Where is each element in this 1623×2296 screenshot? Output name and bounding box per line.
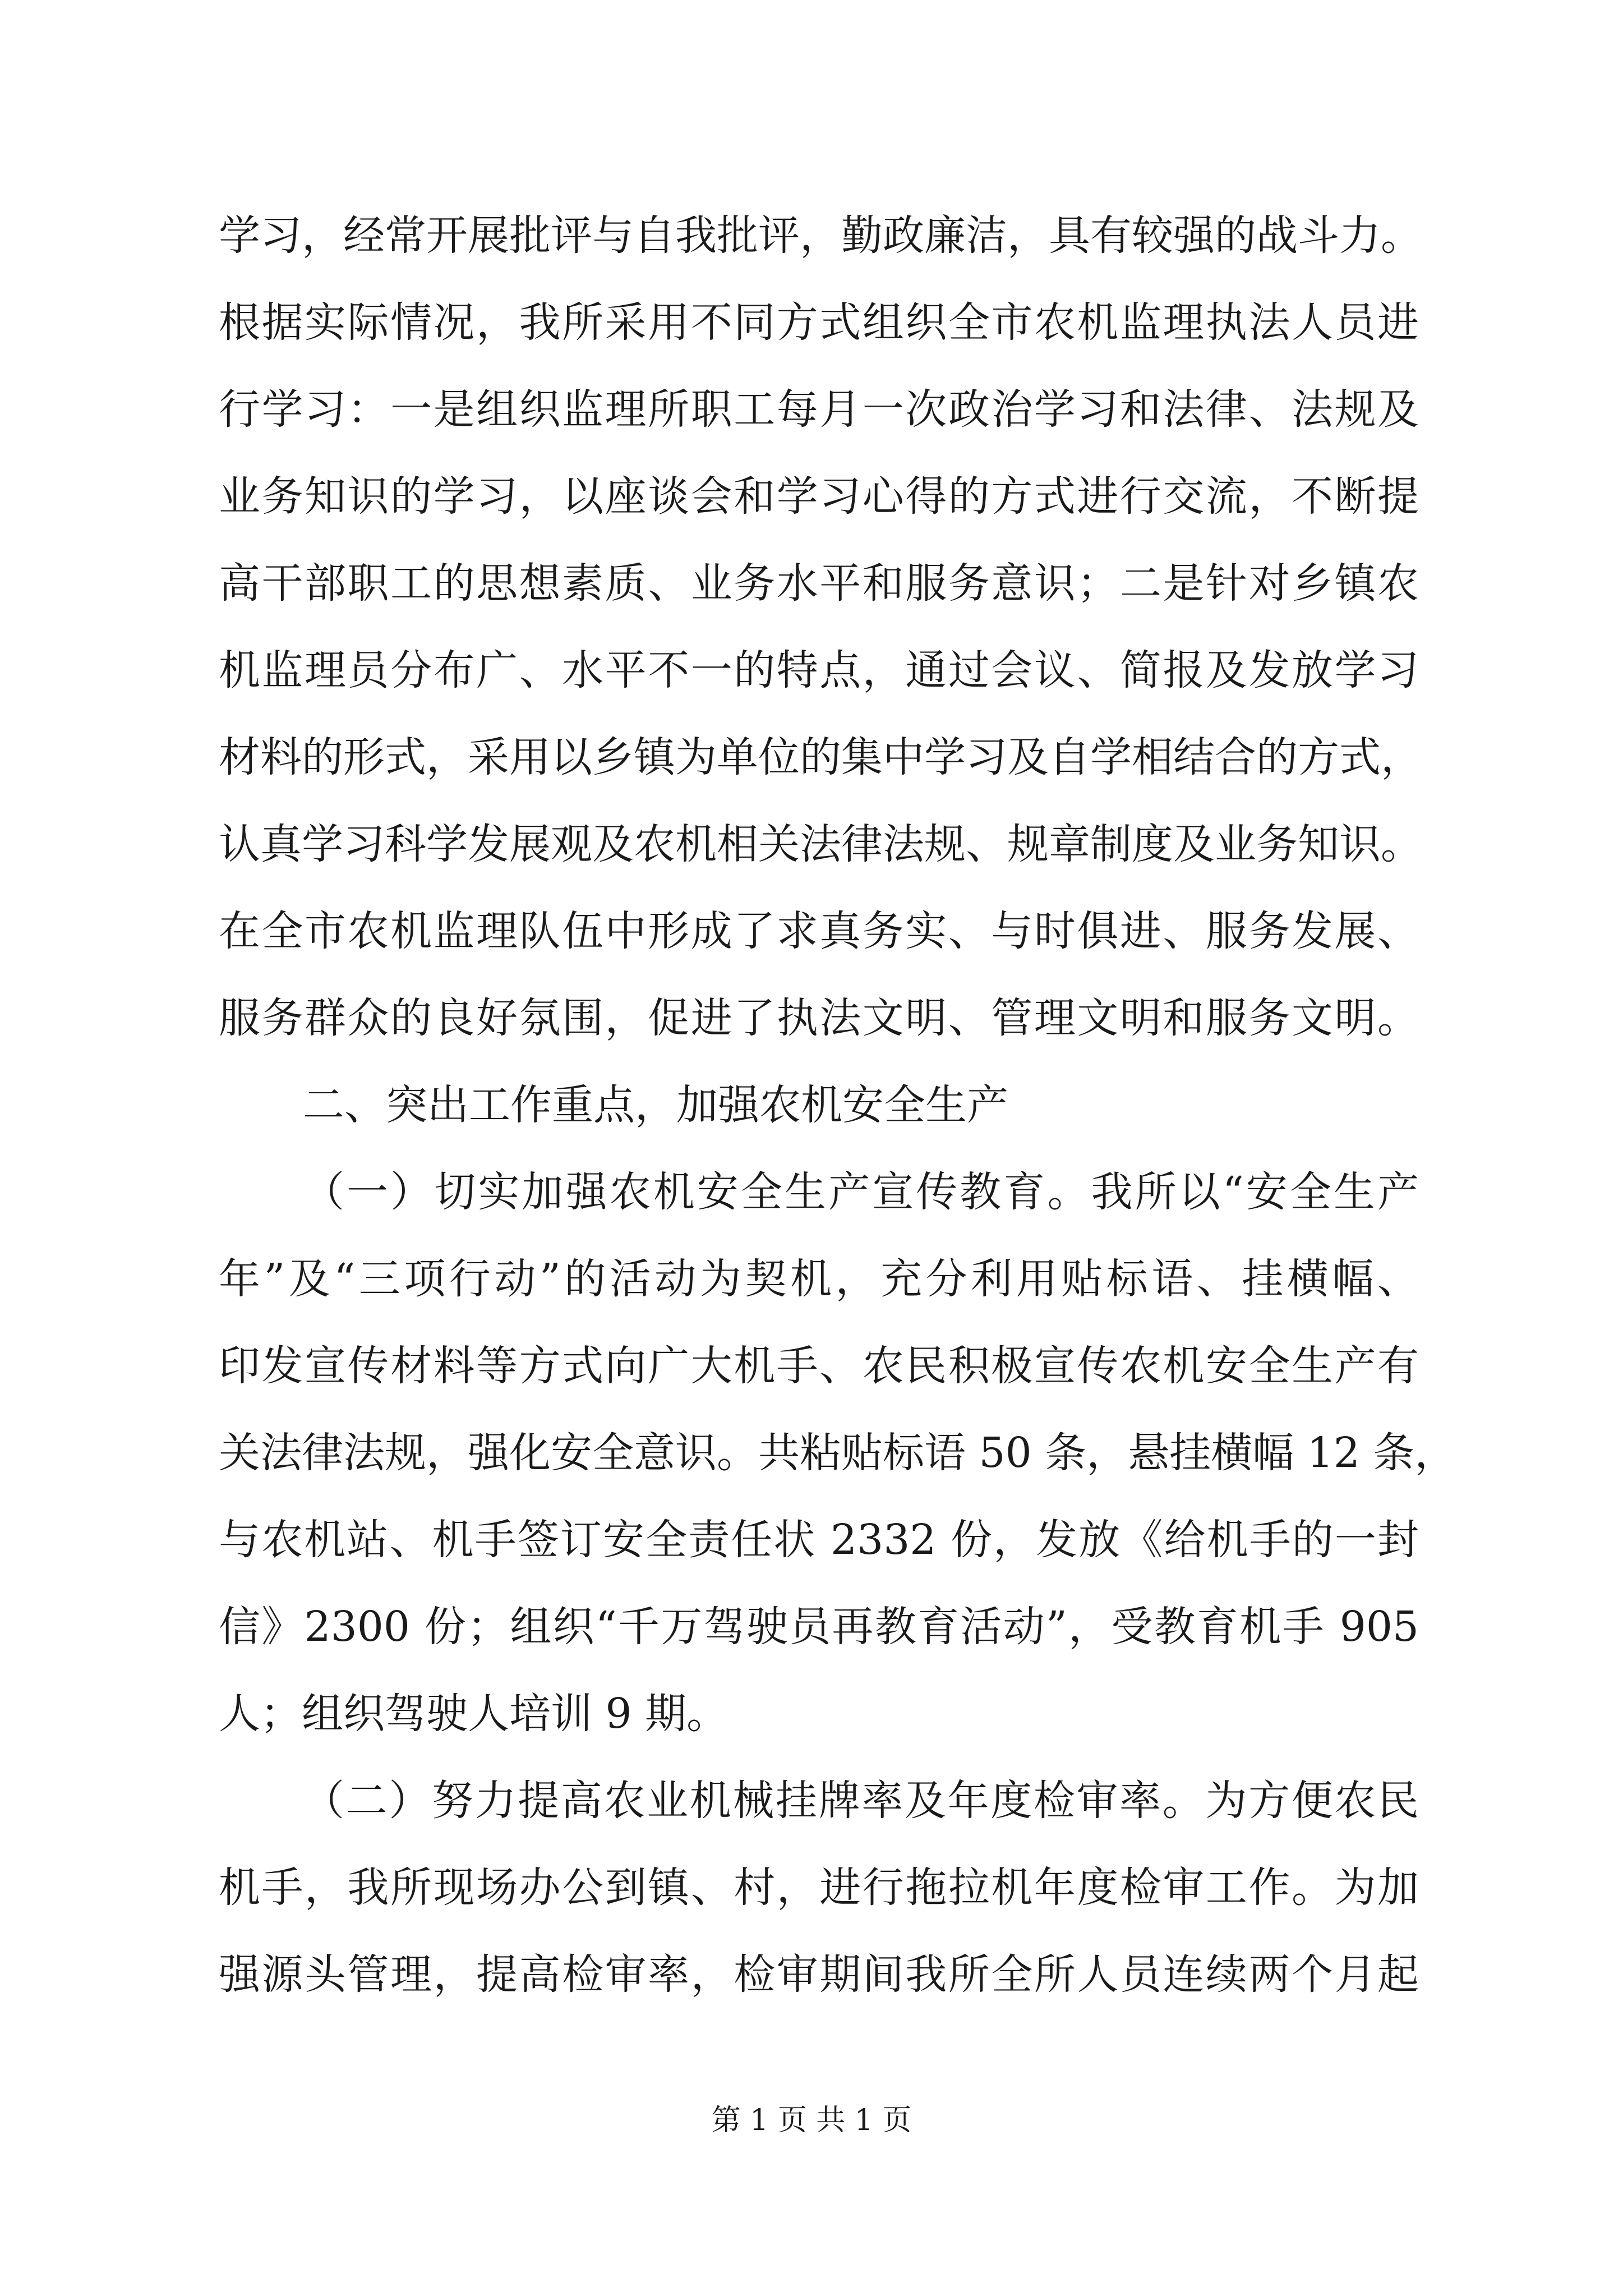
text-line: 认真学习科学发展观及农机相关法律法规、规章制度及业务知识。: [219, 820, 1422, 868]
text-line: 学习，经常开展批评与自我批评，勤政廉洁，具有较强的战斗力。: [219, 211, 1422, 260]
text-line: 根据实际情况，我所采用不同方式组织全市农机监理执法人员进: [219, 298, 1419, 347]
text-line: 材料的形式，采用以乡镇为单位的集中学习及自学相结合的方式，: [219, 733, 1422, 781]
text-line: （一）切实加强农机安全生产宣传教育。我所以“安全生产: [303, 1168, 1419, 1216]
text-line: 服务群众的良好氛围，促进了执法文明、管理文明和服务文明。: [219, 994, 1419, 1042]
text-line: 机手，我所现场办公到镇、村，进行拖拉机年度检审工作。为加: [219, 1864, 1419, 1912]
text-line: 高干部职工的思想素质、业务水平和服务意识；二是针对乡镇农: [219, 559, 1419, 608]
text-line: 信》2300 份；组织“千万驾驶员再教育活动”，受教育机手 905: [219, 1603, 1419, 1651]
page-footer: 第 1 页 共 1 页: [711, 2104, 912, 2137]
text-line: 强源头管理，提高检审率，检审期间我所全所人员连续两个月起: [219, 1950, 1419, 1999]
section-heading: 二、突出工作重点，加强农机安全生产: [303, 1081, 1008, 1129]
text-line: 业务知识的学习，以座谈会和学习心得的方式进行交流，不断提: [219, 472, 1419, 521]
text-line: （二）努力提高农业机械挂牌率及年度检审率。为方便农民: [303, 1777, 1419, 1825]
text-line: 机监理员分布广、水平不一的特点，通过会议、简报及发放学习: [219, 646, 1419, 694]
text-line: 年”及“三项行动”的活动为契机，充分利用贴标语、挂横幅、: [219, 1255, 1419, 1303]
text-line: 印发宣传材料等方式向广大机手、农民积极宣传农机安全生产有: [219, 1342, 1419, 1390]
text-line: 关法律法规，强化安全意识。共粘贴标语 50 条，悬挂横幅 12 条，: [219, 1429, 1456, 1477]
text-line: 在全市农机监理队伍中形成了求真务实、与时俱进、服务发展、: [219, 907, 1419, 955]
text-line: 与农机站、机手签订安全责任状 2332 份，发放《给机手的一封: [219, 1516, 1419, 1564]
text-line: 行学习：一是组织监理所职工每月一次政治学习和法律、法规及: [219, 385, 1419, 434]
text-line: 人；组织驾驶人培训 9 期。: [219, 1690, 728, 1738]
